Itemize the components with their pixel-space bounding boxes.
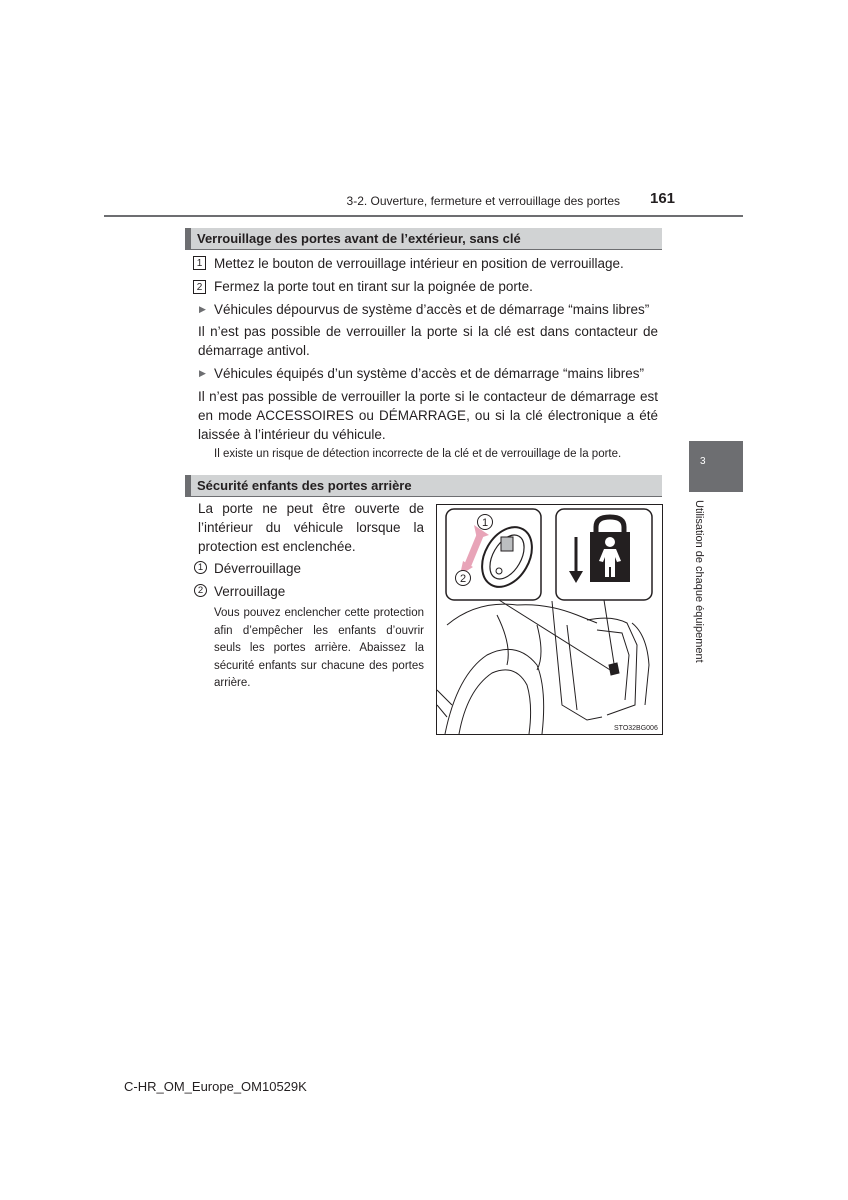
figure-code: STO32BG006 [614,725,658,732]
child-lock-note: Vous pouvez enclencher cette protection afin d’empêcher les enfants d’ouvrir seuls les portes arrière. Abaissez la sécurité enfants sur chacune des portes arrière. [214,607,424,689]
item-label-unlock: Déverrouillage [214,561,302,576]
header-rule [104,215,743,217]
document-id: C-HR_OM_Europe_OM10529K [124,1079,307,1094]
case-description: Il n’est pas possible de verrouiller la porte si la clé est dans contacteur de démarrage antivol. [198,324,658,358]
step-number-box: 2 [193,280,206,294]
section-heading-front-door-lock [185,228,662,249]
car-door-scene [437,601,649,734]
case-title: Véhicules équipés d’un système d’accès et de démarrage “mains libres” [214,366,644,381]
step-text: Fermez la porte tout en tirant sur la poignée de porte. [214,279,533,294]
intro-text: La porte ne peut être ouverte de l’intérieur du véhicule lorsque la protection est enclenchée. [198,501,424,554]
chapter-tab [689,441,743,492]
item-label-lock: Verrouillage [214,584,286,599]
step-text: Mettez le bouton de verrouillage intérieur en position de verrouillage. [214,256,624,271]
leader-line [499,600,615,673]
callout-2-label: 2 [459,573,467,585]
page-number: 161 [650,190,676,207]
callout-1-label: 1 [481,517,489,529]
step-number-box: 1 [193,256,206,270]
section-heading-text: Sécurité enfants des portes arrière [197,478,412,493]
callout-number: 2 [194,584,207,597]
callout-number: 1 [194,561,207,574]
case-title: Véhicules dépourvus de système d’accès et de démarrage “mains libres” [214,302,650,317]
chapter-side-label [693,500,713,680]
chapter-title: Utilisation de chaque équipement [693,500,705,663]
chapter-number: 3 [700,456,706,467]
section-underline [185,496,662,497]
leader-line [604,600,615,670]
section-heading-child-safety [185,475,662,496]
triangle-bullet-icon: ▶ [199,368,206,378]
note-text: Il existe un risque de détection incorrecte de la clé et de verrouillage de la porte. [214,448,622,460]
illustration-svg [437,505,662,734]
section-heading-text: Verrouillage des portes avant de l’extérieur, sans clé [197,231,521,246]
case-description: Il n’est pas possible de verrouiller la porte si le contacteur de démarrage est en mode ACCESSOIRES ou DÉMARRAGE, ou si la clé électronique a été laissée à l’intérieur du véhicule. [198,389,658,442]
child-lock-illustration [436,504,663,735]
triangle-bullet-icon: ▶ [199,304,206,314]
section-underline [185,249,662,250]
running-header-title: 3-2. Ouverture, fermeture et verrouillage des portes [346,194,620,208]
